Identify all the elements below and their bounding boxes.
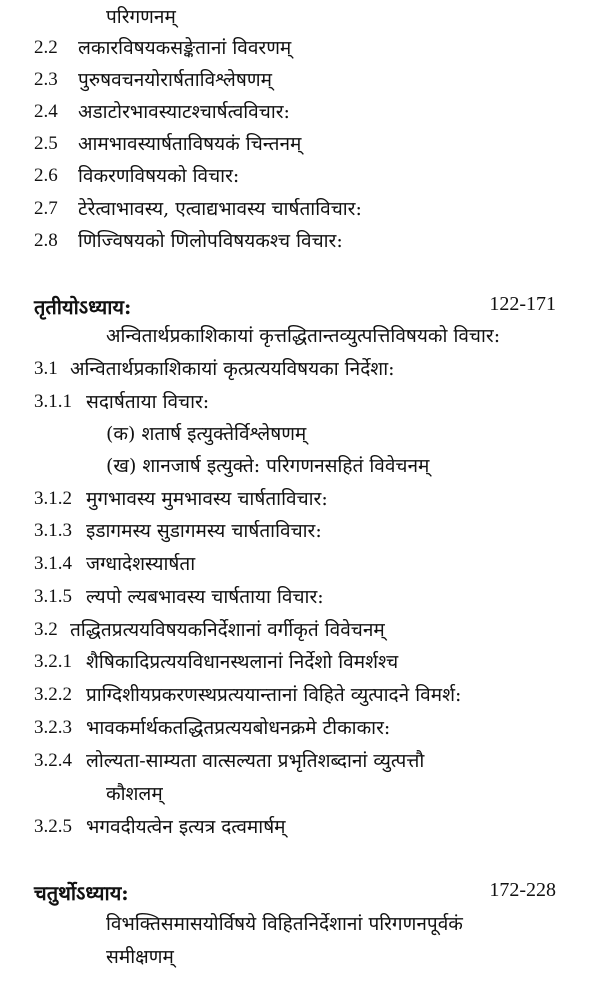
- toc-entry-number: 2.6: [34, 165, 58, 186]
- toc-entry-text: विकरणविषयको विचार:: [78, 165, 240, 187]
- toc-entry-text: जग्धादेशस्यार्षता: [86, 553, 196, 575]
- toc-entry-number: 3.1: [34, 358, 58, 379]
- chapter-3-page-range: 122-171: [489, 293, 556, 315]
- toc-entry-text: णिज्विषयको णिलोपविषयकश्च विचार:: [78, 230, 343, 252]
- toc-entry-number: 3.1.1: [34, 391, 72, 412]
- toc-entry-text: तद्धितप्रत्ययविषयकनिर्देशानां वर्गीकृतं विवेचनम्: [70, 619, 385, 641]
- chapter-4-title: चतुर्थोऽध्याय:: [34, 881, 129, 905]
- toc-entry-number: 2.3: [34, 69, 58, 90]
- toc-entry-number: 2.2: [34, 37, 58, 58]
- chapter-4-page-range: 172-228: [489, 879, 556, 901]
- toc-entry-number: 3.1.4: [34, 553, 72, 574]
- toc-entry-text: (ख) शानजार्ष इत्युक्ते: परिगणनसहितं विवेचनम्: [106, 455, 430, 477]
- toc-entry-text: इडागमस्य सुडागमस्य चार्षताविचार:: [86, 520, 322, 542]
- toc-entry-number: 2.5: [34, 133, 58, 154]
- toc-entry-text: ल्यपो ल्यबभावस्य चार्षताया विचार:: [86, 586, 324, 608]
- toc-entry-number: 2.4: [34, 101, 58, 122]
- toc-entry-text: टेरेत्वाभावस्य, एत्वाद्यभावस्य चार्षताविचार:: [78, 198, 362, 220]
- toc-entry-number: 3.1.3: [34, 520, 72, 541]
- toc-entry-text: भगवदीयत्वेन इत्यत्र दत्वमार्षम्: [86, 816, 286, 838]
- toc-entry-text: कौशलम्: [106, 783, 163, 805]
- toc-entry-number: 3.2.2: [34, 684, 72, 705]
- toc-entry-number: 3.2.1: [34, 651, 72, 672]
- toc-entry-text: (क) शतार्ष इत्युक्तेर्विश्लेषणम्: [106, 423, 307, 445]
- toc-entry-number: 3.2.5: [34, 816, 72, 837]
- toc-entry-text: शैषिकादिप्रत्ययविधानस्थलानां निर्देशो विमर्शश्च: [86, 651, 399, 673]
- chapter-intro-text: समीक्षणम्: [106, 946, 174, 968]
- toc-entry-text: लोल्यता-साम्यता वात्सल्यता प्रभृतिशब्दानां व्युत्पत्तौ: [86, 750, 425, 772]
- chapter-intro-text: अन्वितार्थप्रकाशिकायां कृत्तद्धितान्तव्युत्पत्तिविषयको विचार:: [106, 325, 501, 347]
- toc-entry-text: प्राग्दिशीयप्रकरणस्थप्रत्ययान्तानां विहिते व्युत्पादने विमर्श:: [86, 684, 462, 706]
- toc-entry-text: लकारविषयकसङ्केतानां विवरणम्: [78, 37, 292, 59]
- chapter-intro-text: विभक्तिसमासयोर्विषये विहितनिर्देशानां परिगणनपूर्वकं: [106, 913, 463, 935]
- toc-entry-text: आमभावस्यार्षताविषयकं चिन्तनम्: [78, 133, 302, 155]
- toc-entry-text: पुरुषवचनयोरार्षताविश्लेषणम्: [78, 69, 272, 91]
- toc-entry-text: मुगभावस्य मुमभावस्य चार्षताविचार:: [86, 488, 328, 510]
- toc-entry-number: 3.1.5: [34, 586, 72, 607]
- toc-entry-number: 3.2: [34, 619, 58, 640]
- toc-entry-text: अन्वितार्थप्रकाशिकायां कृत्प्रत्ययविषयका निर्देशा:: [70, 358, 395, 380]
- toc-entry-number: 2.7: [34, 198, 58, 219]
- toc-entry-number: 3.2.3: [34, 717, 72, 738]
- toc-entry-text: अडाटोरभावस्याटश्चार्षत्वविचार:: [78, 101, 290, 123]
- toc-entry-text: परिगणनम्: [106, 6, 176, 28]
- chapter-3-title: तृतीयोऽध्याय:: [34, 295, 132, 319]
- toc-entry-number: 3.2.4: [34, 750, 72, 771]
- toc-entry-text: सदार्षताया विचार:: [86, 391, 210, 413]
- toc-entry-number: 3.1.2: [34, 488, 72, 509]
- toc-entry-number: 2.8: [34, 230, 58, 251]
- toc-entry-text: भावकर्मार्थकतद्धितप्रत्ययबोधनक्रमे टीकाकार:: [86, 717, 391, 739]
